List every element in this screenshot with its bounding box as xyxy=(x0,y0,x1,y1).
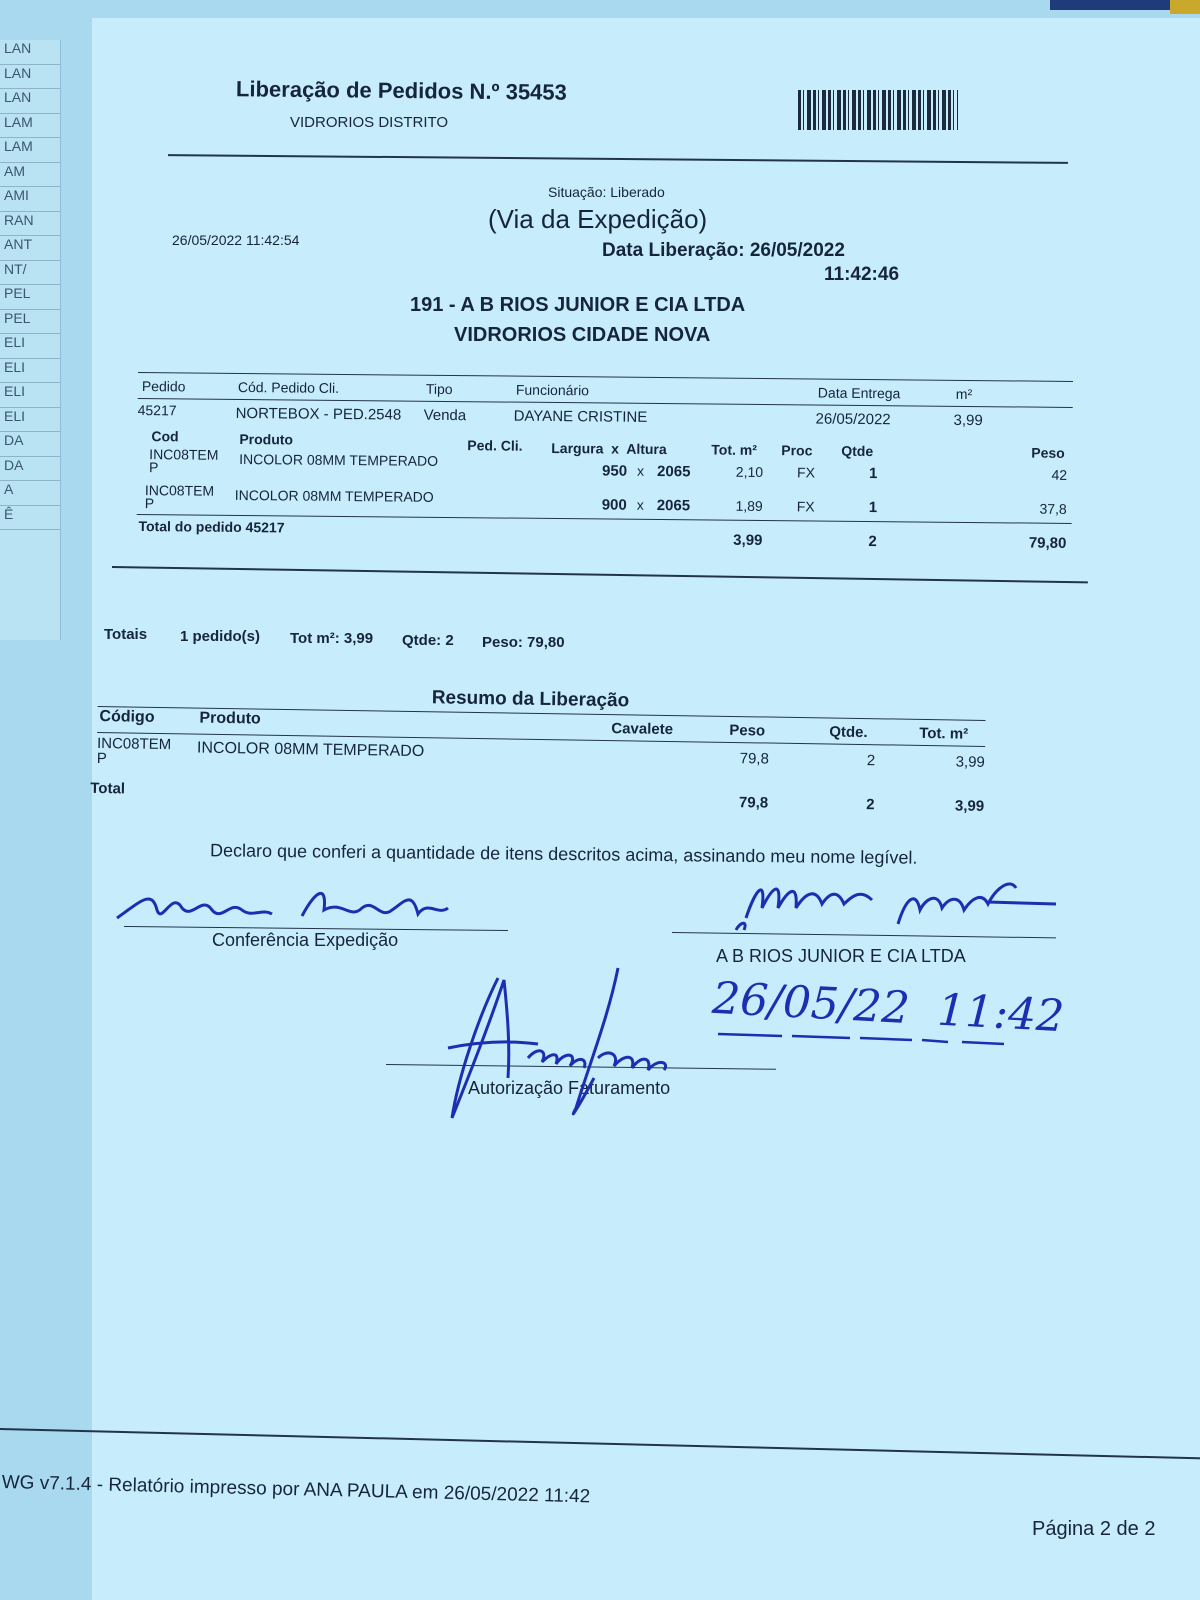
summary-total-qtde: 2 xyxy=(866,796,875,814)
value-pedido: 45217 xyxy=(137,401,177,419)
signature-conferencia xyxy=(112,880,492,940)
item-row-x: x xyxy=(636,496,644,513)
label-funcionario: Funcionário xyxy=(515,381,590,399)
value-funcionario: DAYANE CRISTINE xyxy=(513,407,648,426)
order-total-qtde: 2 xyxy=(868,533,877,551)
company-name: VIDRORIOS DISTRITO xyxy=(290,114,449,131)
item-row-qtde: 1 xyxy=(868,465,878,483)
summary-label-cavalete: Cavalete xyxy=(611,720,674,739)
label-peso: Peso xyxy=(1031,444,1065,461)
label-ped-cli: Ped. Cli. xyxy=(467,437,523,454)
background-sheet-fragment: DA xyxy=(0,457,60,482)
status-text: Situação: Liberado xyxy=(548,184,665,200)
summary-total-peso: 79,8 xyxy=(738,794,769,812)
summary-code-line-1: INC08TEM xyxy=(96,734,172,754)
label-m2: m² xyxy=(955,385,973,403)
release-time: 11:42:46 xyxy=(824,264,900,285)
background-sheet-fragment: PEL xyxy=(0,310,60,335)
handwritten-date-underline xyxy=(712,1028,1052,1048)
declaration-text: Declaro que conferi a quantidade de itens descritos acima, assinando meu nome legível. xyxy=(209,840,918,868)
document-title: Liberação de Pedidos N.º 35453 xyxy=(235,76,567,105)
summary-label-codigo: Código xyxy=(99,708,155,726)
background-sheet-fragment: ELI xyxy=(0,334,60,359)
background-sheet-fragment: DA xyxy=(0,432,60,457)
summary-title: Resumo da Liberação xyxy=(431,687,630,712)
summary-row-qtde: 2 xyxy=(866,752,876,770)
summary-row-code xyxy=(97,736,172,767)
signature-autorizacao xyxy=(438,958,698,1128)
item-code-line-1: INC08TEM xyxy=(149,446,219,463)
item-code-line-2: P xyxy=(149,459,159,476)
label-data-entrega: Data Entrega xyxy=(817,384,901,402)
background-sheet-fragment: LAM xyxy=(0,114,60,139)
signature-client xyxy=(726,868,1086,938)
release-date: Data Liberação: 26/05/2022 xyxy=(602,240,845,261)
item-row-proc: FX xyxy=(797,464,816,481)
value-cod-pedido-cli: NORTEBOX - PED.2548 xyxy=(235,404,402,424)
item-row-proc: FX xyxy=(796,498,815,515)
label-proc: Proc xyxy=(781,442,813,459)
label-qtde: Qtde xyxy=(841,442,874,460)
item-row-tot-m2: 2,10 xyxy=(735,463,764,481)
background-sheet-fragment: Ê xyxy=(0,506,60,531)
summary-code-line-2: P xyxy=(96,749,107,768)
item-row-x: x xyxy=(637,462,645,479)
background-folder-label xyxy=(1170,0,1200,14)
order-total-peso: 79,80 xyxy=(1028,534,1067,552)
value-m2: 3,99 xyxy=(953,411,983,430)
totals-m2: Tot m²: 3,99 xyxy=(290,630,374,647)
background-sheet-fragment: NT/ xyxy=(0,261,60,286)
item-code-line-1: INC08TEM xyxy=(144,482,215,499)
background-sheet-fragment: PEL xyxy=(0,285,60,310)
item-row-product: INCOLOR 08MM TEMPERADO xyxy=(239,450,439,469)
client-branch: VIDRORIOS CIDADE NOVA xyxy=(454,324,711,346)
totals-label: Totais xyxy=(104,626,148,643)
summary-row-product: INCOLOR 08MM TEMPERADO xyxy=(196,739,425,761)
label-pedido: Pedido xyxy=(141,378,186,395)
background-sheet-fragment: LAM xyxy=(0,138,60,163)
background-sheet-fragment: AMI xyxy=(0,187,60,212)
background-sheet-fragment: ANT xyxy=(0,236,60,261)
summary-row-tot-m2: 3,99 xyxy=(955,753,985,771)
signature-label-conferencia: Conferência Expedição xyxy=(212,930,399,950)
footer-printed-by: WG v7.1.4 - Relatório impresso por ANA PAULA em 26/05/2022 11:42 xyxy=(1,1472,591,1508)
label-produto: Produto xyxy=(239,430,294,448)
summary-label-qtde: Qtde. xyxy=(829,723,868,742)
background-sheet-fragment: LAN xyxy=(0,65,60,90)
summary-label-tot-m2: Tot. m² xyxy=(919,724,969,743)
background-sheet-fragment: ELI xyxy=(0,408,60,433)
totals-qtde: Qtde: 2 xyxy=(402,632,454,649)
background-sheet xyxy=(0,40,61,640)
value-data-entrega: 26/05/2022 xyxy=(815,410,891,429)
barcode xyxy=(798,90,958,130)
item-row-qtde: 1 xyxy=(868,499,878,517)
background-sheet-fragment: LAN xyxy=(0,40,60,65)
background-sheet-fragment: A xyxy=(0,481,60,506)
signature-label-client: A B RIOS JUNIOR E CIA LTDA xyxy=(716,946,966,966)
item-row-product: INCOLOR 08MM TEMPERADO xyxy=(234,486,434,505)
background-sheet-fragment: AM xyxy=(0,163,60,188)
summary-total-tot-m2: 3,99 xyxy=(954,797,985,815)
item-code-line-2: P xyxy=(144,495,155,512)
client-name: 191 - A B RIOS JUNIOR E CIA LTDA xyxy=(410,294,746,316)
background-sheet-fragment: ELI xyxy=(0,359,60,384)
item-row-largura: 900 xyxy=(601,496,627,514)
label-cod-pedido-cli: Cód. Pedido Cli. xyxy=(237,378,340,396)
summary-label-produto: Produto xyxy=(199,709,261,728)
label-tot-m2: Tot. m² xyxy=(711,441,758,458)
via-label: (Via da Expedição) xyxy=(488,204,708,234)
summary-label-peso: Peso xyxy=(729,721,766,740)
order-total-m2: 3,99 xyxy=(733,531,763,550)
item-row-altura: 2065 xyxy=(657,462,691,481)
print-timestamp: 26/05/2022 11:42:54 xyxy=(172,232,300,248)
item-row-code xyxy=(145,484,214,511)
summary-section xyxy=(90,682,998,815)
summary-row-peso: 79,8 xyxy=(739,750,770,768)
divider xyxy=(112,566,1088,583)
totals-pedidos: 1 pedido(s) xyxy=(180,628,261,645)
summary-total-label: Total xyxy=(90,779,126,798)
item-row-code xyxy=(149,448,218,475)
background-sheet-fragment: LAN xyxy=(0,89,60,114)
signature-label-autorizacao: Autorização Faturamento xyxy=(468,1078,671,1098)
footer-page-number: Página 2 de 2 xyxy=(1032,1518,1156,1540)
label-cod: Cod xyxy=(151,428,179,445)
background-sheet-fragment: ELI xyxy=(0,383,60,408)
order-section xyxy=(137,374,1078,552)
handwritten-date: 26/05/22 11:42 xyxy=(710,972,1066,1043)
item-row-peso: 42 xyxy=(1051,466,1068,483)
divider xyxy=(168,154,1068,164)
label-dimensoes: Largura x Altura xyxy=(551,439,667,458)
item-row-altura: 2065 xyxy=(656,496,691,515)
value-tipo: Venda xyxy=(423,406,467,425)
label-tipo: Tipo xyxy=(425,380,453,398)
background-sheet-fragment: RAN xyxy=(0,212,60,237)
totals-peso: Peso: 79,80 xyxy=(482,634,565,651)
item-row-tot-m2: 1,89 xyxy=(735,497,763,515)
item-row-largura: 950 xyxy=(601,462,628,480)
footer-divider xyxy=(0,1428,1200,1461)
item-row-peso: 37,8 xyxy=(1039,500,1067,517)
order-total-label: Total do pedido 45217 xyxy=(138,518,285,536)
